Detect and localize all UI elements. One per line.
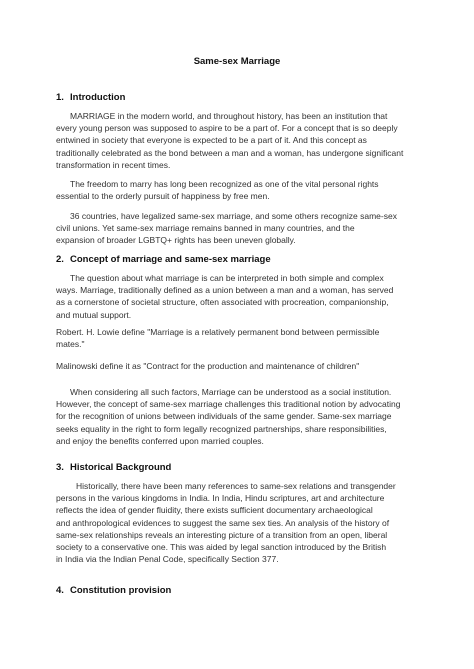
paragraph	[56, 386, 400, 447]
text-line: Malinowski define it as "Contract for the production and maintenance of children"	[56, 361, 360, 371]
section-number: 2.	[56, 254, 64, 265]
text-line: Historically, there have been many references to same-sex relations and transgender	[76, 481, 396, 491]
text-line: and anthropological evidences to suggest the same sex ties. An analysis of the history of	[56, 517, 390, 528]
section-number: 1.	[56, 92, 64, 103]
text-line: in India via the Indian Penal Code, specifically Section 377.	[56, 554, 279, 565]
text-line: The question about what marriage is can be interpreted in both simple and complex	[70, 273, 384, 283]
section-title: Concept of marriage and same-sex marriage	[70, 254, 271, 265]
text-line: MARRIAGE in the modern world, and throughout history, has been an institution that	[70, 111, 388, 121]
section-title: Constitution provision	[70, 585, 172, 596]
section-heading-introduction	[56, 92, 125, 103]
text-line: 36 countries, have legalized same-sex marriage, and some others recognize same-sex	[70, 211, 397, 221]
text-line: persons in the various kingdoms in India. In India, Hindu scriptures, art and architecture	[56, 493, 385, 504]
text-line: When considering all such factors, Marriage can be understood as a social institution.	[70, 387, 392, 397]
section-number: 4.	[56, 585, 64, 596]
paragraph	[56, 210, 397, 247]
text-line: essential to the orderly pursuit of happiness by free men.	[56, 191, 270, 202]
text-line: seeks equality in the right to form legally recognized partnerships, share responsibilities,	[56, 423, 387, 434]
paragraph	[56, 480, 396, 565]
section-title: Introduction	[70, 92, 126, 103]
text-line: reflects the idea of gender fluidity, there exists sufficient documentary archaeological	[56, 505, 373, 516]
text-line: ways. Marriage, traditionally defined as a union between a man and a woman, has served	[56, 285, 394, 296]
text-line: However, the concept of same-sex marriage challenges this traditional notion by advocating	[56, 399, 401, 410]
section-number: 3.	[56, 462, 64, 473]
text-line: same-sex relationships reveals an interesting picture of a transition from an open, liberal	[56, 529, 388, 540]
paragraph	[56, 360, 359, 372]
paragraph	[56, 110, 403, 171]
text-line: society to a conservative one. This was aided by legal sanction introduced by the British	[56, 542, 387, 553]
text-line: and mutual support.	[56, 309, 132, 320]
paragraph	[56, 272, 393, 321]
paragraph	[56, 178, 379, 202]
text-line: traditionally celebrated as the bond between a man and a woman, has undergone significant	[56, 147, 404, 158]
section-heading-constitution-provision	[56, 585, 171, 596]
section-title: Historical Background	[70, 462, 172, 473]
section-heading-historical-background	[56, 462, 171, 473]
text-line: every young person was supposed to aspire to be a part of. For a concept that is so deeply	[56, 123, 398, 134]
text-line: transformation in recent times.	[56, 159, 171, 170]
text-line: for the recognition of unions between individuals of the same gender. Same-sex marriage	[56, 411, 392, 422]
text-line: expansion of broader LGBTQ+ rights has been uneven globally.	[56, 235, 296, 246]
text-line: mates."	[56, 339, 85, 350]
document-title: Same-sex Marriage	[193, 56, 281, 67]
paragraph	[56, 326, 379, 350]
section-heading-concept	[56, 254, 271, 265]
text-line: as a cornerstone of societal structure, often associated with procreation, companionship,	[56, 297, 389, 308]
text-line: civil unions. Yet same-sex marriage remains banned in many countries, and the	[56, 223, 355, 234]
text-line: The freedom to marry has long been recognized as one of the vital personal rights	[70, 179, 379, 189]
text-line: and enjoy the benefits conferred upon married couples.	[56, 435, 264, 446]
text-line: Robert. H. Lowie define "Marriage is a relatively permanent bond between permissible	[56, 327, 380, 337]
text-line: entwined in society that everyone is expected to be a part of it. And this concept as	[56, 135, 367, 146]
